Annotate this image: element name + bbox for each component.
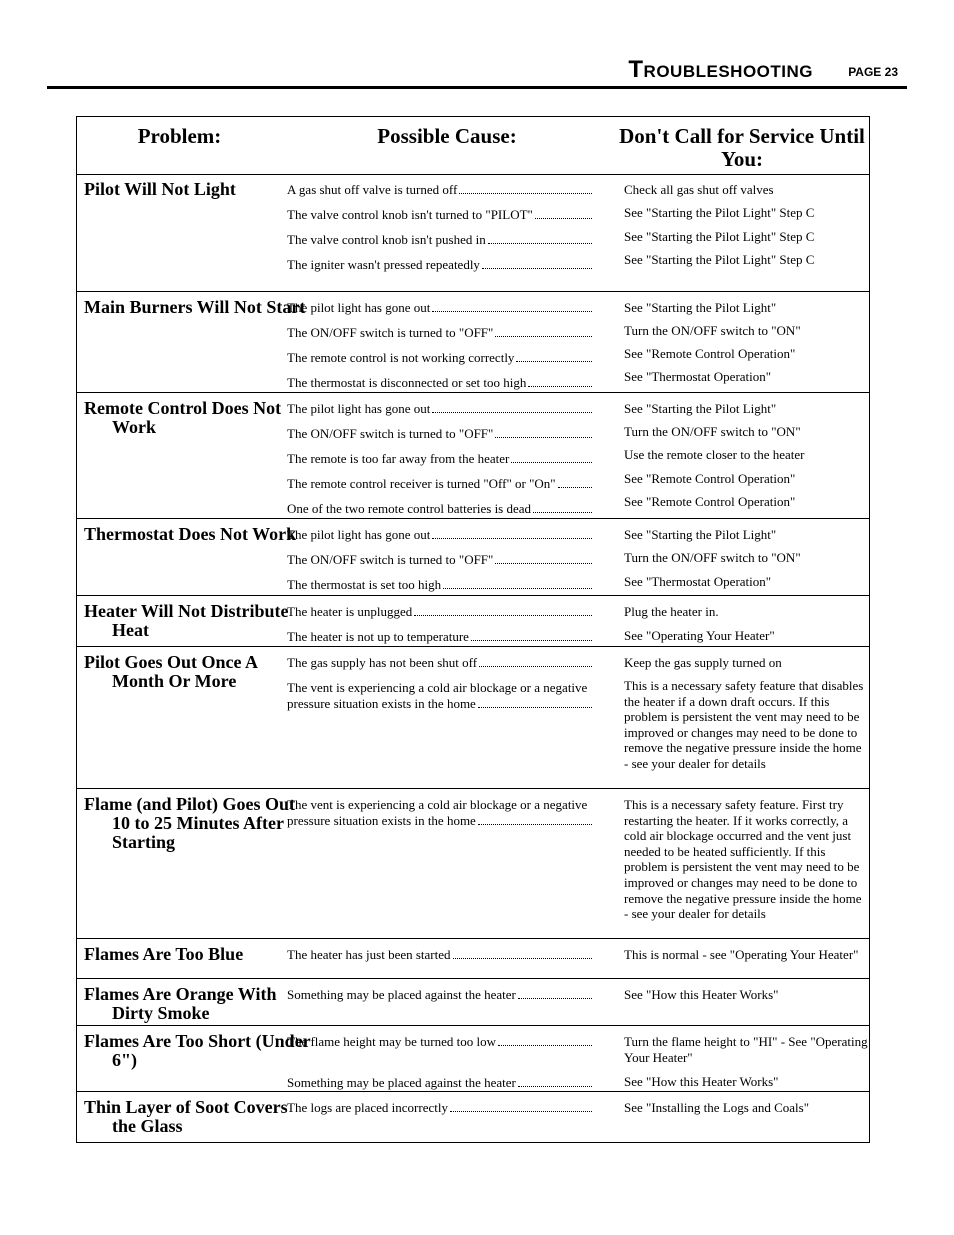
- remedy-item: Plug the heater in.: [624, 604, 719, 619]
- cause-text: The pilot light has gone out: [287, 401, 431, 416]
- cause-text: One of the two remote control batteries is dead: [287, 501, 532, 516]
- remedy-item: Keep the gas supply turned on: [624, 655, 782, 670]
- cause-item: [287, 501, 612, 517]
- dot-leader: [511, 451, 592, 463]
- dot-leader: [518, 987, 592, 999]
- dot-leader: [453, 947, 592, 959]
- remedy-item: Use the remote closer to the heater: [624, 447, 805, 462]
- problem-label: Flames Are Orange With Dirty Smoke: [84, 984, 277, 1023]
- problem-label: Thin Layer of Soot Covers the Glass: [84, 1097, 288, 1136]
- cause-item: [287, 300, 612, 316]
- table-row: [77, 596, 869, 647]
- cause-text: The vent is experiencing a cold air blockage or a negative: [287, 797, 588, 812]
- cause-text: The pilot light has gone out: [287, 527, 431, 542]
- cause-item: [287, 1034, 612, 1050]
- remedy-item: See "Operating Your Heater": [624, 628, 775, 643]
- dot-leader: [432, 401, 592, 413]
- problem-label: Flames Are Too Short (Under 6"): [84, 1031, 311, 1070]
- remedy-item: See "How this Heater Works": [624, 987, 779, 1002]
- cause-text: The heater has just been started: [287, 947, 451, 962]
- dot-leader: [495, 426, 592, 438]
- remedy-item: See "Starting the Pilot Light": [624, 401, 777, 416]
- dot-leader: [533, 501, 592, 513]
- cause-text: Something may be placed against the heater: [287, 987, 516, 1002]
- problem-label: Thermostat Does Not Work: [84, 524, 297, 544]
- problem-label: Main Burners Will Not Start: [84, 297, 306, 317]
- remedy-item: See "Starting the Pilot Light": [624, 527, 777, 542]
- cause-item: [287, 426, 612, 442]
- remedy-item: Check all gas shut off valves: [624, 182, 774, 197]
- remedy-item: This is a necessary safety feature that disables the heater if a down draft occurs. If this problem is persistent the vent may need to be improved or changes may need to be done to remove the negative pressure inside the home - see your dealer for details: [624, 678, 864, 771]
- cause-item: [287, 797, 612, 828]
- cause-item: [287, 577, 612, 593]
- cause-text: The igniter wasn't pressed repeatedly: [287, 257, 480, 272]
- table-row: [77, 519, 869, 596]
- cause-item: [287, 350, 612, 366]
- dot-leader: [450, 1100, 592, 1112]
- cause-item: [287, 476, 612, 492]
- remedy-item: See "Remote Control Operation": [624, 494, 796, 509]
- remedy-item: Turn the ON/OFF switch to "ON": [624, 550, 801, 565]
- cause-text: The heater is unplugged: [287, 604, 413, 619]
- cause-text: The flame height may be turned too low: [287, 1034, 497, 1049]
- dot-leader: [478, 696, 592, 708]
- cause-item: [287, 604, 612, 620]
- cause-text: The remote control receiver is turned "Off" or "On": [287, 476, 556, 491]
- dot-leader: [443, 577, 592, 589]
- dot-leader: [528, 375, 592, 387]
- cause-item: [287, 401, 612, 417]
- troubleshooting-table: [76, 116, 870, 1143]
- cause-text: The ON/OFF switch is turned to "OFF": [287, 552, 494, 567]
- table-row: [77, 647, 869, 789]
- cause-item: [287, 527, 612, 543]
- page-title-rest: ROUBLESHOOTING: [643, 62, 813, 81]
- remedy-item: See "Thermostat Operation": [624, 574, 772, 589]
- cause-item: [287, 1100, 612, 1116]
- cause-item: [287, 257, 612, 273]
- dot-leader: [478, 813, 592, 825]
- cause-text: The gas supply has not been shut off: [287, 655, 478, 670]
- cause-item: [287, 655, 612, 671]
- remedy-item: See "Thermostat Operation": [624, 369, 772, 384]
- cause-item: [287, 1075, 612, 1091]
- page-title-initial: T: [628, 56, 644, 83]
- cause-item: [287, 451, 612, 467]
- problem-label: Pilot Goes Out Once A Month Or More: [84, 652, 257, 691]
- remedy-item: Turn the flame height to "HI" - See "Operating Your Heater": [624, 1034, 868, 1065]
- table-row: [77, 789, 869, 939]
- table-row: [77, 393, 869, 519]
- cause-text: The valve control knob isn't pushed in: [287, 232, 486, 247]
- cause-text: pressure situation exists in the home: [287, 695, 476, 711]
- dot-leader: [535, 207, 592, 219]
- dot-leader: [558, 476, 592, 488]
- cause-text: pressure situation exists in the home: [287, 812, 476, 828]
- problem-label: Remote Control Does Not Work: [84, 398, 282, 437]
- dot-leader: [495, 552, 592, 564]
- remedy-item: Turn the ON/OFF switch to "ON": [624, 323, 801, 338]
- dot-leader: [516, 350, 592, 362]
- page-header: [47, 56, 907, 89]
- cause-item: [287, 947, 612, 963]
- remedy-item: This is a necessary safety feature. First try restarting the heater. If it works correctly, a cold air blockage occurred and the vent just needed to be heated sufficiently. If this problem is persistent the vent may need to be improved or changes may need to be done to remove the negative pressure inside the home - see your dealer for details: [624, 797, 862, 922]
- table-header: [77, 117, 869, 175]
- table-row: [77, 174, 869, 292]
- table-row: [77, 292, 869, 393]
- table-row: [77, 1092, 869, 1144]
- cause-item: [287, 232, 612, 248]
- cause-item: [287, 182, 612, 198]
- cause-text: The ON/OFF switch is turned to "OFF": [287, 426, 494, 441]
- page-title: [628, 56, 813, 86]
- column-header-cause: Possible Cause:: [377, 124, 517, 148]
- remedy-item: See "How this Heater Works": [624, 1074, 779, 1089]
- table-row: [77, 1026, 869, 1092]
- dot-leader: [471, 629, 592, 641]
- problem-label: Flame (and Pilot) Goes Out 10 to 25 Minutes After Starting: [84, 794, 295, 852]
- column-header-problem: Problem:: [137, 124, 222, 148]
- problem-label: Pilot Will Not Light: [84, 179, 236, 199]
- cause-text: The thermostat is disconnected or set too high: [287, 375, 527, 390]
- cause-item: [287, 629, 612, 645]
- dot-leader: [482, 257, 592, 269]
- cause-text: The remote is too far away from the heater: [287, 451, 510, 466]
- dot-leader: [432, 300, 592, 312]
- problem-label: Flames Are Too Blue: [84, 944, 244, 964]
- cause-text: The heater is not up to temperature: [287, 629, 469, 644]
- remedy-item: See "Installing the Logs and Coals": [624, 1100, 810, 1115]
- dot-leader: [498, 1034, 592, 1046]
- problem-label: Heater Will Not Distribute Heat: [84, 601, 289, 640]
- table-row: [77, 939, 869, 979]
- dot-leader: [518, 1075, 592, 1087]
- cause-text: The remote control is not working correctly: [287, 350, 515, 365]
- cause-item: [287, 325, 612, 341]
- cause-text: The pilot light has gone out: [287, 300, 431, 315]
- cause-text: Something may be placed against the heater: [287, 1075, 516, 1090]
- column-header-remedy: Don't Call for Service Until You:: [619, 124, 865, 171]
- cause-item: [287, 680, 612, 711]
- cause-item: [287, 987, 612, 1003]
- cause-text: A gas shut off valve is turned off: [287, 182, 458, 197]
- remedy-item: See "Starting the Pilot Light" Step C: [624, 252, 815, 267]
- cause-text: The valve control knob isn't turned to "PILOT": [287, 207, 533, 222]
- cause-text: The logs are placed incorrectly: [287, 1100, 448, 1115]
- cause-item: [287, 375, 612, 391]
- cause-item: [287, 207, 612, 223]
- remedy-item: See "Starting the Pilot Light": [624, 300, 777, 315]
- cause-text: The vent is experiencing a cold air blockage or a negative: [287, 680, 588, 695]
- remedy-item: See "Starting the Pilot Light" Step C: [624, 205, 815, 220]
- dot-leader: [495, 325, 592, 337]
- dot-leader: [432, 527, 592, 539]
- dot-leader: [479, 655, 592, 667]
- cause-item: [287, 552, 612, 568]
- table-row: [77, 979, 869, 1026]
- dot-leader: [488, 232, 592, 244]
- remedy-item: See "Starting the Pilot Light" Step C: [624, 229, 815, 244]
- cause-text: The thermostat is set too high: [287, 577, 442, 592]
- remedy-item: Turn the ON/OFF switch to "ON": [624, 424, 801, 439]
- remedy-item: See "Remote Control Operation": [624, 346, 796, 361]
- page-number: PAGE 23: [848, 65, 898, 79]
- remedy-item: This is normal - see "Operating Your Heater": [624, 947, 859, 962]
- dot-leader: [459, 182, 592, 194]
- remedy-item: See "Remote Control Operation": [624, 471, 796, 486]
- cause-text: The ON/OFF switch is turned to "OFF": [287, 325, 494, 340]
- dot-leader: [414, 604, 592, 616]
